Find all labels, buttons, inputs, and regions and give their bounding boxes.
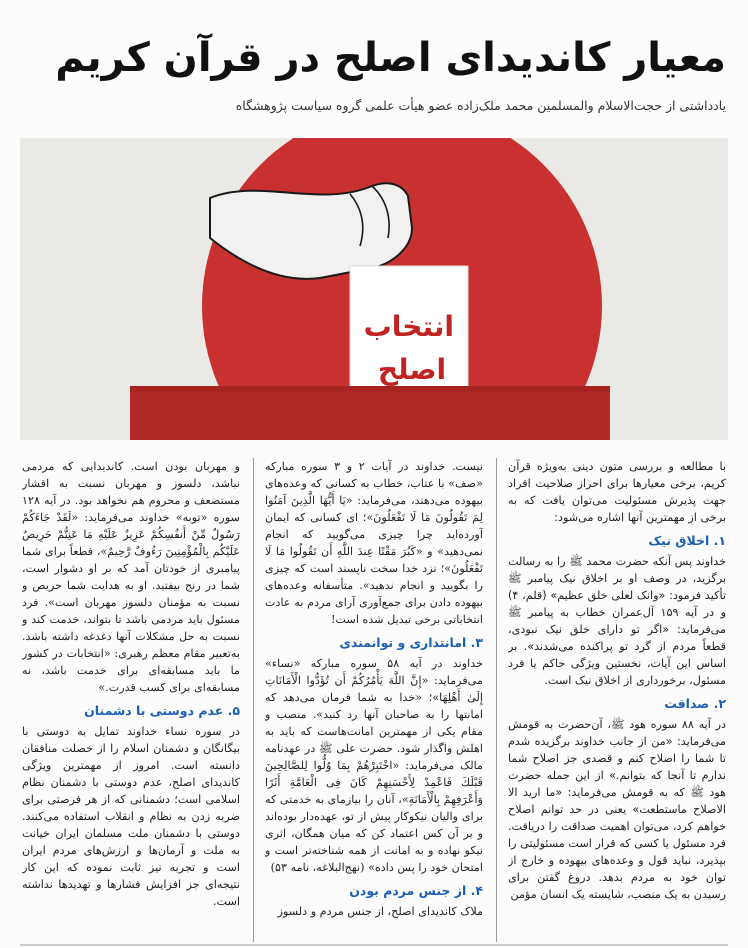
ballot-box-top [130,392,610,440]
ballot-text-line-1: انتخاب [363,310,454,343]
article-column-2 [265,458,483,942]
article-byline: یادداشتی از حجت‌الاسلام والمسلمین محمد ملک‌زاده عضو هیأت علمی گروه سیاست پژوهشگاه [235,98,726,113]
column-divider-2 [253,458,254,942]
article-illustration [20,138,728,440]
section-4-title: ۴. از جنس مردم بودن [349,883,483,898]
section-3-body: خداوند در آیه ۵۸ سوره مبارکه «نساء» می‌فرماید: «إِنَّ اللَّهَ یَأْمُرُكُمْ أَن تُؤَدُّوا الْأَمَانَاتِ إِلَىٰ أَهْلِهَا»؛ «خدا به شما فرمان می‌دهد که امانتها را به صاحبان آنها رد کنید». منصب و مقام یکی از مهمترین امانت‌هاست که باید به اهلش واگذار شود. حضرت علی ﷺ در عهدنامه مالک می‌فرماید: «اخْتَبِرْهُمْ بِمَا وُلُّوا لِلصَّالِحِینَ قَبْلَكَ فَاعْمِدْ لِأَحْسَنِهِمْ كَانَ فِی الْعَامَّةِ أَثَرًا وَأَعْرَفِهِمْ بِالْأَمَانَةِ»، آنان را بیازمای به خدمتی که برای والیان نیکوکار پیش از تو، عهده‌دار بوده‌اند و بر آن کس اعتماد کن که میان همگان، اثری نیکو نهاده و به امانت از همه شناخته‌تر است و امتحان خود را پس داده» (نهج‌البلاغه، نامه ۵۳) [265,657,483,874]
section-1-title: ۱. اخلاق نیک [648,533,726,548]
column-divider-1 [496,458,497,942]
section-5-title: ۵. عدم دوستی با دشمنان [84,703,240,718]
ballot-box-slot [130,386,610,392]
article-headline: معیار کاندیدای اصلح در قرآن کریم [55,35,726,81]
bottom-rule [20,944,728,946]
section-5-body: در سوره نساء خداوند تمایل به دوستی با بیگانگان و دشمنان اسلام را از خصلت منافقان دانسته است. امروز از مهمترین ویژگی کاندیدای اصلح، عدم دوستی با دشمنان نظام اسلامی است؛ دشمنانی که از هر فرصتی برای ضربه زدن به نظام و انقلاب استفاده می‌کنند. دوستی با دشمنان ملت مسلمان ایران خیانت به ملت و آرمان‌ها و ارزش‌های مردم ایران است و تجربه نیز ثابت نموده که این کار نتیجه‌ای جز افزایش فشارها و تهدیدها نداشته است. [22,725,240,908]
section-2-body: در آیه ۸۸ سوره هود ﷺ، آن‌حضرت به قومش می‌فرماید: «من از جانب خداوند برگزیده شدم تا شما را اصلاح کنم و قصدی جز اصلاح شما ندارم تا آنجا که بتوانم.» از این جمله حضرت هود ﷺ که به قومش می‌فرماید: «ما ارید الا الاصلاح ماستطعت» یعنی در حد توانم اصلاح خواهم کرد، می‌توان اهمیت صداقت را دریافت. فرد مسئول یا کسی که قرار است مسئولیتی را بپذیرد، نباید قول و وعده‌های بیهوده و خارج از توان خود به مردم بدهد. دروغ گفتن برای رسیدن به یک منصب، شایسته یک انسان مؤمن [508,718,726,901]
column-3-para-1: و مهربان بودن است. کاندیدایی که مردمی نباشد، دلسوز و مهربان نسبت به اقشار مستضعف و محروم هم نخواهد بود. در آیه ۱۲۸ سوره «توبه» خداوند می‌فرماید: «لَقَدْ جَاءَكُمْ رَسُولٌ مِّنْ أَنفُسِكُمْ عَزِیزٌ عَلَیْهِ مَا عَنِتُّمْ حَرِیصٌ عَلَیْكُم بِالْمُؤْمِنِینَ رَءُوفٌ رَّحِیمٌ»، قطعاً برای شما پیامبری از خودتان آمد که بر او دشوار است، شما در رنج بیفتید. او به هدایت شما حریص و نسبت به مؤمنان دلسوز مهربان است». فرد مسئول باید مردمی باشد تا بتواند، خدمت کند و نسبت به حل مشکلات آنها دغدغه داشته باشد. به‌تعبیر مقام معظم رهبری: «انتخابات در کشور ما باید مسابقه‌ای برای خدمت باشد، نه مسابقه‌ای برای کسب قدرت.» [22,460,240,694]
ballot-text-line-2: اصلح [377,353,447,386]
ballot-illustration-svg [20,138,728,440]
section-2-title: ۲. صداقت [664,696,726,711]
article-column-3 [22,458,240,942]
section-4-body: ملاک کاندیدای اصلح، از جنس مردم و دلسوز [277,905,483,918]
section-1-body: خداوند پس آنکه حضرت محمد ﷺ را به رسالت برگزید، در وصف او بر اخلاق نیک پیامبر ﷺ تأکید فرمود: «وانک لعلی خلق عظیم» (قلم، ۴) و در آیه ۱۵۹ آل‌عمران خطاب به پیامبر ﷺ می‌فرماید: «اگر تو دارای خلق نیک نبودی، قطعاً مردم از گرد تو پراکنده می‌شدند». بر اساس این آیات، نخستین ویژگی حاکم یا فرد مسئول، برخورداری از اخلاق نیک است. [508,555,726,687]
column-1-intro: با مطالعه و بررسی متون دینی به‌ویژه قرآن کریم، برخی معیارها برای احراز صلاحیت افراد جهت پذیرش مسئولیت می‌توان یافت که به برخی از مهمترین آنها اشاره می‌شود: [508,460,726,524]
article-column-1 [508,458,726,942]
column-2-para-1: نیست. خداوند در آیات ۲ و ۳ سوره مبارکه «صف» با عتاب، خطاب به کسانی که وعده‌های بیهوده می‌دهند، می‌فرماید: «یَا أَیُّهَا الَّذِینَ آمَنُوا لِمَ تَقُولُونَ مَا لَا تَفْعَلُونَ»؛ ای کسانی که ایمان آورده‌اید چرا چیزی می‌گویید که انجام نمی‌دهید» و «کَبُرَ مَقْتًا عِندَ اللَّهِ أَن تَقُولُوا مَا لَا تَفْعَلُونَ»؛ نزد خدا سخت ناپسند است که چیزی را بگویید و انجام ندهید». متأسفانه وعده‌های بیهوده دادن برای جمع‌آوری آرای مردم به عادت انتخاباتی برخی تبدیل شده است! [265,460,483,626]
section-3-title: ۳. امانتداری و توانمندی [339,635,483,650]
